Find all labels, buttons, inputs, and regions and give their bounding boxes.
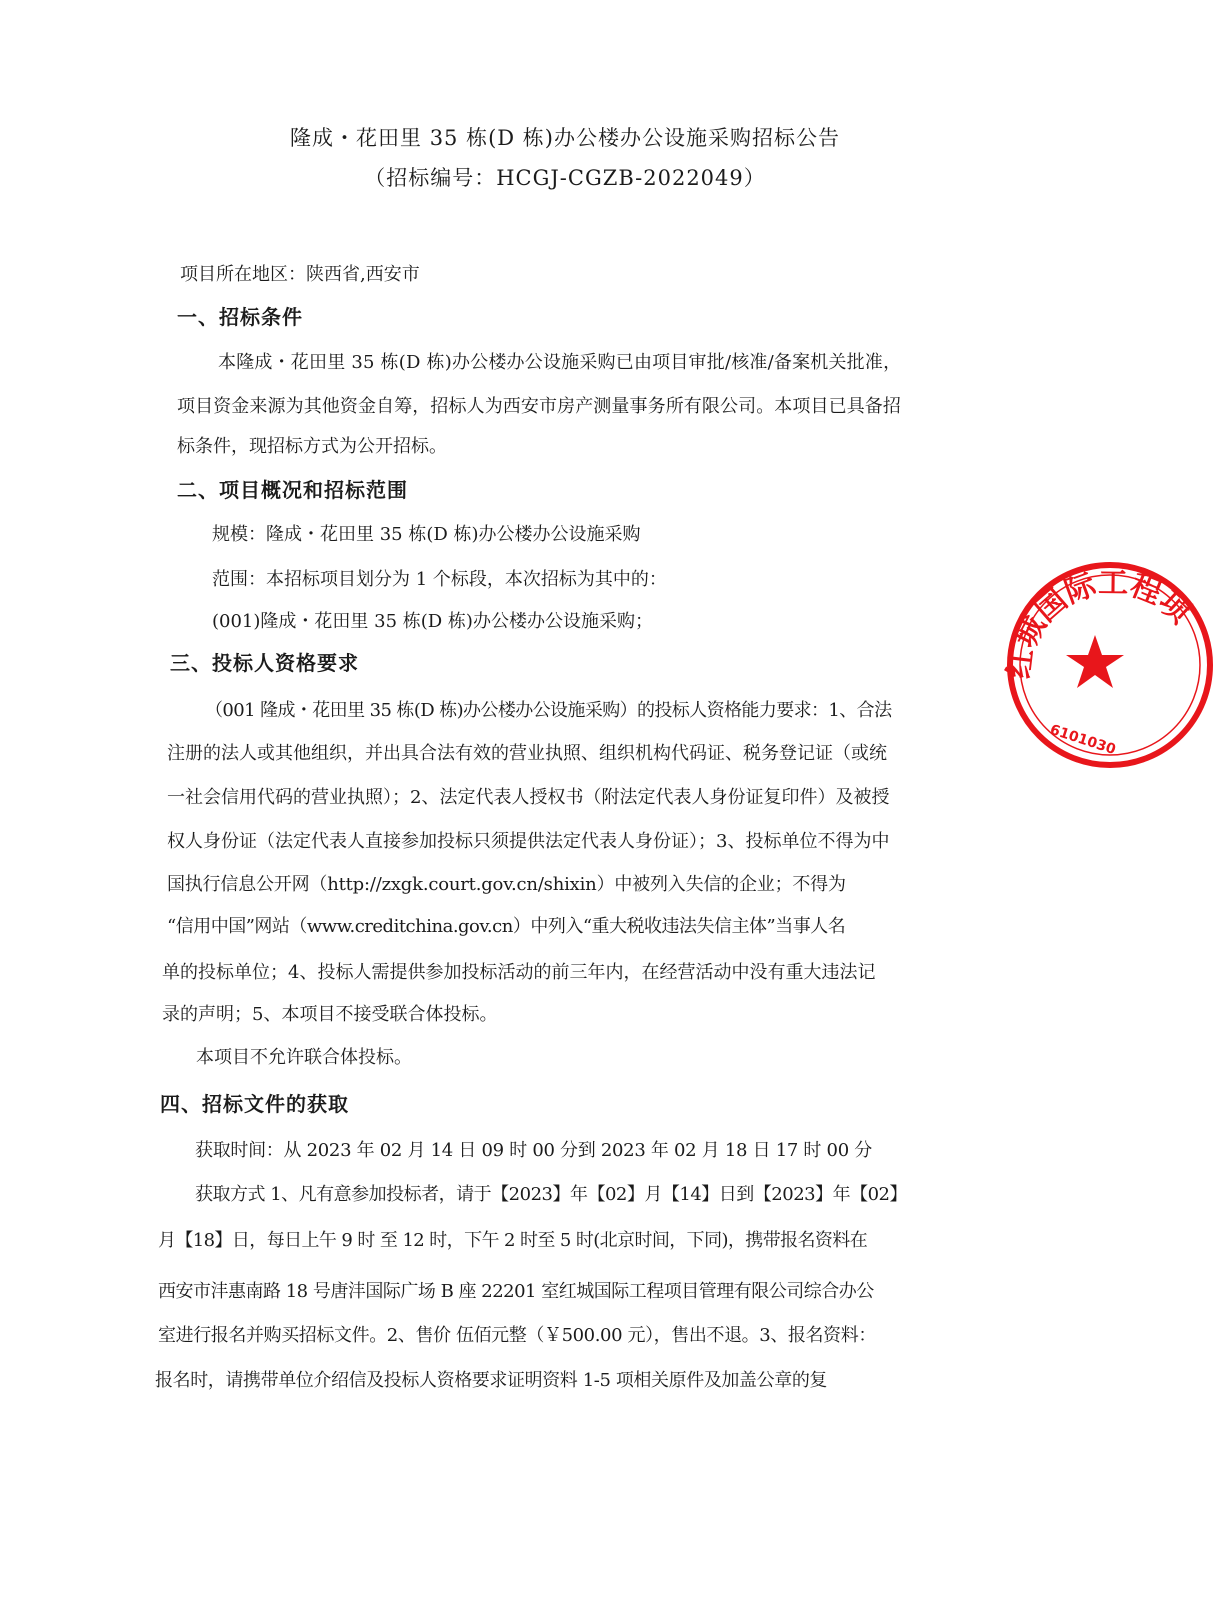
paragraph-line: (001)隆成・花田里 35 栋(D 栋)办公楼办公设施采购； — [212, 611, 653, 632]
paragraph-line: 室进行报名并购买招标文件。2、售价 伍佰元整（￥500.00 元），售出不退。3、报名资料： — [158, 1325, 876, 1346]
section-heading: 一、招标条件 — [177, 305, 303, 329]
paragraph-line: 国执行信息公开网（http://zxgk.court.gov.cn/shixin）中被列入失信的企业；不得为 — [167, 874, 846, 895]
section-heading: 二、项目概况和招标范围 — [177, 478, 408, 502]
paragraph-line: 注册的法人或其他组织，并出具合法有效的营业执照、组织机构代码证、税务登记证（或统 — [167, 743, 887, 764]
paragraph-line: 项目资金来源为其他资金自筹，招标人为西安市房产测量事务所有限公司。本项目已具备招 — [177, 396, 901, 417]
paragraph-line: 范围：本招标项目划分为 1 个标段，本次招标为其中的： — [212, 569, 667, 590]
paragraph-line: 一社会信用代码的营业执照）；2、法定代表人授权书（附法定代表人身份证复印件）及被授 — [167, 787, 890, 808]
paragraph-line: 本项目不允许联合体投标。 — [196, 1047, 412, 1068]
project-region: 项目所在地区：陕西省,西安市 — [180, 264, 420, 285]
paragraph-line: 录的声明；5、本项目不接受联合体投标。 — [162, 1004, 498, 1025]
paragraph-line: 获取方式 1、凡有意参加投标者，请于【2023】年【02】月【14】日到【2023】年【02】 — [195, 1184, 908, 1205]
official-seal-icon — [1000, 555, 1220, 775]
paragraph-line: 标条件，现招标方式为公开招标。 — [177, 436, 447, 457]
paragraph-line: 西安市沣惠南路 18 号唐沣国际广场 B 座 22201 室红城国际工程项目管理有限公司综合办公 — [158, 1281, 874, 1302]
section-heading: 四、招标文件的获取 — [160, 1092, 349, 1116]
tender-number: （招标编号：HCGJ-CGZB-2022049） — [364, 166, 766, 190]
paragraph-line: 报名时，请携带单位介绍信及投标人资格要求证明资料 1-5 项相关原件及加盖公章的复 — [155, 1370, 828, 1391]
svg-text:红城国际工程项: 红城国际工程项 — [1001, 565, 1197, 681]
paragraph-line: 本隆成・花田里 35 栋(D 栋)办公楼办公设施采购已由项目审批/核准/备案机关批准， — [218, 352, 902, 373]
svg-text:6101030: 6101030 — [1047, 721, 1118, 759]
paragraph-line: 获取时间：从 2023 年 02 月 14 日 09 时 00 分到 2023 年 02 月 18 日 17 时 00 分 — [195, 1140, 872, 1161]
section-heading: 三、投标人资格要求 — [170, 651, 359, 675]
paragraph-line: 月【18】日，每日上午 9 时 至 12 时，下午 2 时至 5 时(北京时间，下同)，携带报名资料在 — [158, 1230, 868, 1251]
paragraph-line: 权人身份证（法定代表人直接参加投标只须提供法定代表人身份证）；3、投标单位不得为中 — [167, 831, 890, 852]
paragraph-line: 规模：隆成・花田里 35 栋(D 栋)办公楼办公设施采购 — [212, 524, 641, 545]
paragraph-line: （001 隆成・花田里 35 栋(D 栋)办公楼办公设施采购）的投标人资格能力要求：1、合法 — [205, 700, 892, 721]
document-title: 隆成・花田里 35 栋(D 栋)办公楼办公设施采购招标公告 — [290, 126, 840, 150]
paragraph-line: 单的投标单位；4、投标人需提供参加投标活动的前三年内，在经营活动中没有重大违法记 — [162, 962, 876, 983]
paragraph-line: “信用中国”网站（www.creditchina.gov.cn）中列入“重大税收违法失信主体”当事人名 — [167, 916, 846, 937]
